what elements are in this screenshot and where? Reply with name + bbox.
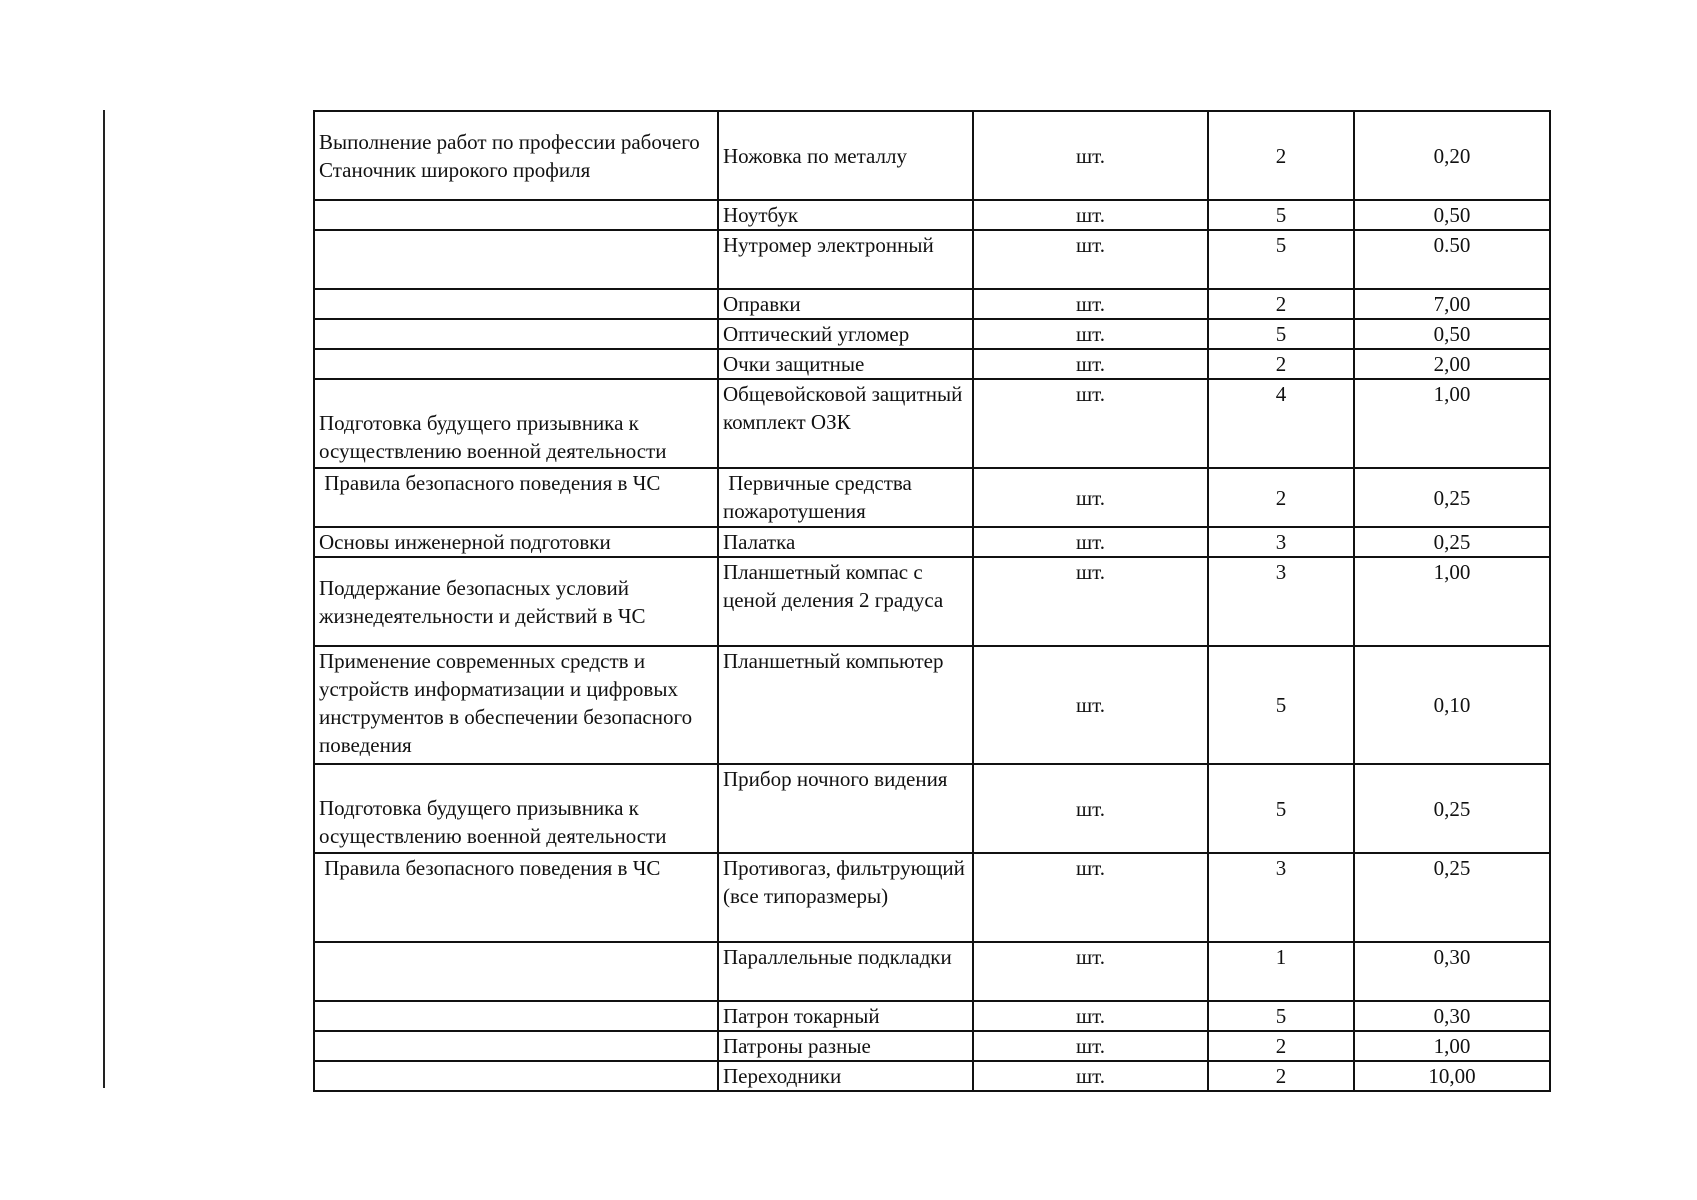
unit-cell: шт. — [973, 349, 1208, 379]
section-cell: Выполнение работ по профессии рабочего Станочник широкого профиля — [314, 111, 718, 200]
unit-cell: шт. — [973, 230, 1208, 289]
norm-cell: 1,00 — [1354, 1031, 1550, 1061]
qty-cell: 5 — [1208, 646, 1354, 764]
qty-cell: 5 — [1208, 1001, 1354, 1031]
section-cell — [314, 200, 718, 230]
qty-cell: 1 — [1208, 942, 1354, 1001]
item-cell: Очки защитные — [718, 349, 973, 379]
section-cell: Основы инженерной подготовки — [314, 527, 718, 557]
qty-cell: 5 — [1208, 200, 1354, 230]
qty-cell: 2 — [1208, 289, 1354, 319]
norm-cell: 2,00 — [1354, 349, 1550, 379]
table-row — [314, 1061, 1550, 1091]
equipment-table — [313, 110, 1551, 1092]
unit-cell: шт. — [973, 111, 1208, 200]
section-cell — [314, 349, 718, 379]
qty-cell: 2 — [1208, 468, 1354, 527]
table-row — [314, 853, 1550, 942]
qty-cell: 3 — [1208, 557, 1354, 646]
unit-cell: шт. — [973, 646, 1208, 764]
section-cell — [314, 1031, 718, 1061]
table-row — [314, 319, 1550, 349]
item-cell: Нутромер электронный — [718, 230, 973, 289]
norm-cell: 0,25 — [1354, 853, 1550, 942]
table-row — [314, 942, 1550, 1001]
item-cell: Ноутбук — [718, 200, 973, 230]
section-cell: Правила безопасного поведения в ЧС — [314, 468, 718, 527]
qty-cell: 2 — [1208, 1031, 1354, 1061]
qty-cell: 2 — [1208, 111, 1354, 200]
item-cell: Параллельные подкладки — [718, 942, 973, 1001]
page-margin-line — [103, 110, 105, 1088]
norm-cell: 0,20 — [1354, 111, 1550, 200]
norm-cell: 0,50 — [1354, 200, 1550, 230]
qty-cell: 4 — [1208, 379, 1354, 468]
table-row — [314, 379, 1550, 468]
item-cell: Палатка — [718, 527, 973, 557]
section-cell — [314, 319, 718, 349]
norm-cell: 1,00 — [1354, 557, 1550, 646]
table-row — [314, 349, 1550, 379]
qty-cell: 2 — [1208, 349, 1354, 379]
table-row — [314, 646, 1550, 764]
section-cell: Подготовка будущего призывника к осуществлению военной деятельности — [314, 379, 718, 468]
norm-cell: 1,00 — [1354, 379, 1550, 468]
item-cell: Первичные средства пожаротушения — [718, 468, 973, 527]
table-row — [314, 230, 1550, 289]
qty-cell: 5 — [1208, 230, 1354, 289]
norm-cell: 0,25 — [1354, 764, 1550, 853]
norm-cell: 0,25 — [1354, 527, 1550, 557]
item-cell: Патрон токарный — [718, 1001, 973, 1031]
table-row — [314, 1031, 1550, 1061]
norm-cell: 10,00 — [1354, 1061, 1550, 1091]
unit-cell: шт. — [973, 1001, 1208, 1031]
unit-cell: шт. — [973, 1031, 1208, 1061]
item-cell: Оправки — [718, 289, 973, 319]
qty-cell: 3 — [1208, 527, 1354, 557]
unit-cell: шт. — [973, 468, 1208, 527]
table-row — [314, 557, 1550, 646]
item-cell: Общевойсковой защитный комплект ОЗК — [718, 379, 973, 468]
norm-cell: 0,10 — [1354, 646, 1550, 764]
table-row — [314, 111, 1550, 200]
item-cell: Прибор ночного видения — [718, 764, 973, 853]
table-row — [314, 289, 1550, 319]
unit-cell: шт. — [973, 764, 1208, 853]
section-cell — [314, 1001, 718, 1031]
item-cell: Противогаз, фильтрующий (все типоразмеры) — [718, 853, 973, 942]
unit-cell: шт. — [973, 527, 1208, 557]
unit-cell: шт. — [973, 289, 1208, 319]
table-row — [314, 468, 1550, 527]
norm-cell: 0.50 — [1354, 230, 1550, 289]
unit-cell: шт. — [973, 319, 1208, 349]
qty-cell: 2 — [1208, 1061, 1354, 1091]
unit-cell: шт. — [973, 1061, 1208, 1091]
unit-cell: шт. — [973, 200, 1208, 230]
unit-cell: шт. — [973, 557, 1208, 646]
section-cell: Поддержание безопасных условий жизнедеятельности и действий в ЧС — [314, 557, 718, 646]
unit-cell: шт. — [973, 942, 1208, 1001]
unit-cell: шт. — [973, 379, 1208, 468]
qty-cell: 5 — [1208, 764, 1354, 853]
unit-cell: шт. — [973, 853, 1208, 942]
norm-cell: 0,30 — [1354, 942, 1550, 1001]
qty-cell: 5 — [1208, 319, 1354, 349]
table-row — [314, 527, 1550, 557]
table-row — [314, 764, 1550, 853]
item-cell: Оптический угломер — [718, 319, 973, 349]
section-cell: Применение современных средств и устройств информатизации и цифровых инструментов в обеспечении безопасного поведения — [314, 646, 718, 764]
section-cell — [314, 289, 718, 319]
item-cell: Планшетный компьютер — [718, 646, 973, 764]
table-row — [314, 200, 1550, 230]
item-cell: Планшетный компас с ценой деления 2 градуса — [718, 557, 973, 646]
norm-cell: 0,30 — [1354, 1001, 1550, 1031]
section-cell — [314, 942, 718, 1001]
norm-cell: 0,25 — [1354, 468, 1550, 527]
norm-cell: 0,50 — [1354, 319, 1550, 349]
section-cell: Правила безопасного поведения в ЧС — [314, 853, 718, 942]
qty-cell: 3 — [1208, 853, 1354, 942]
item-cell: Патроны разные — [718, 1031, 973, 1061]
item-cell: Переходники — [718, 1061, 973, 1091]
section-cell: Подготовка будущего призывника к осуществлению военной деятельности — [314, 764, 718, 853]
norm-cell: 7,00 — [1354, 289, 1550, 319]
section-cell — [314, 1061, 718, 1091]
table-row — [314, 1001, 1550, 1031]
item-cell: Ножовка по металлу — [718, 111, 973, 200]
section-cell — [314, 230, 718, 289]
